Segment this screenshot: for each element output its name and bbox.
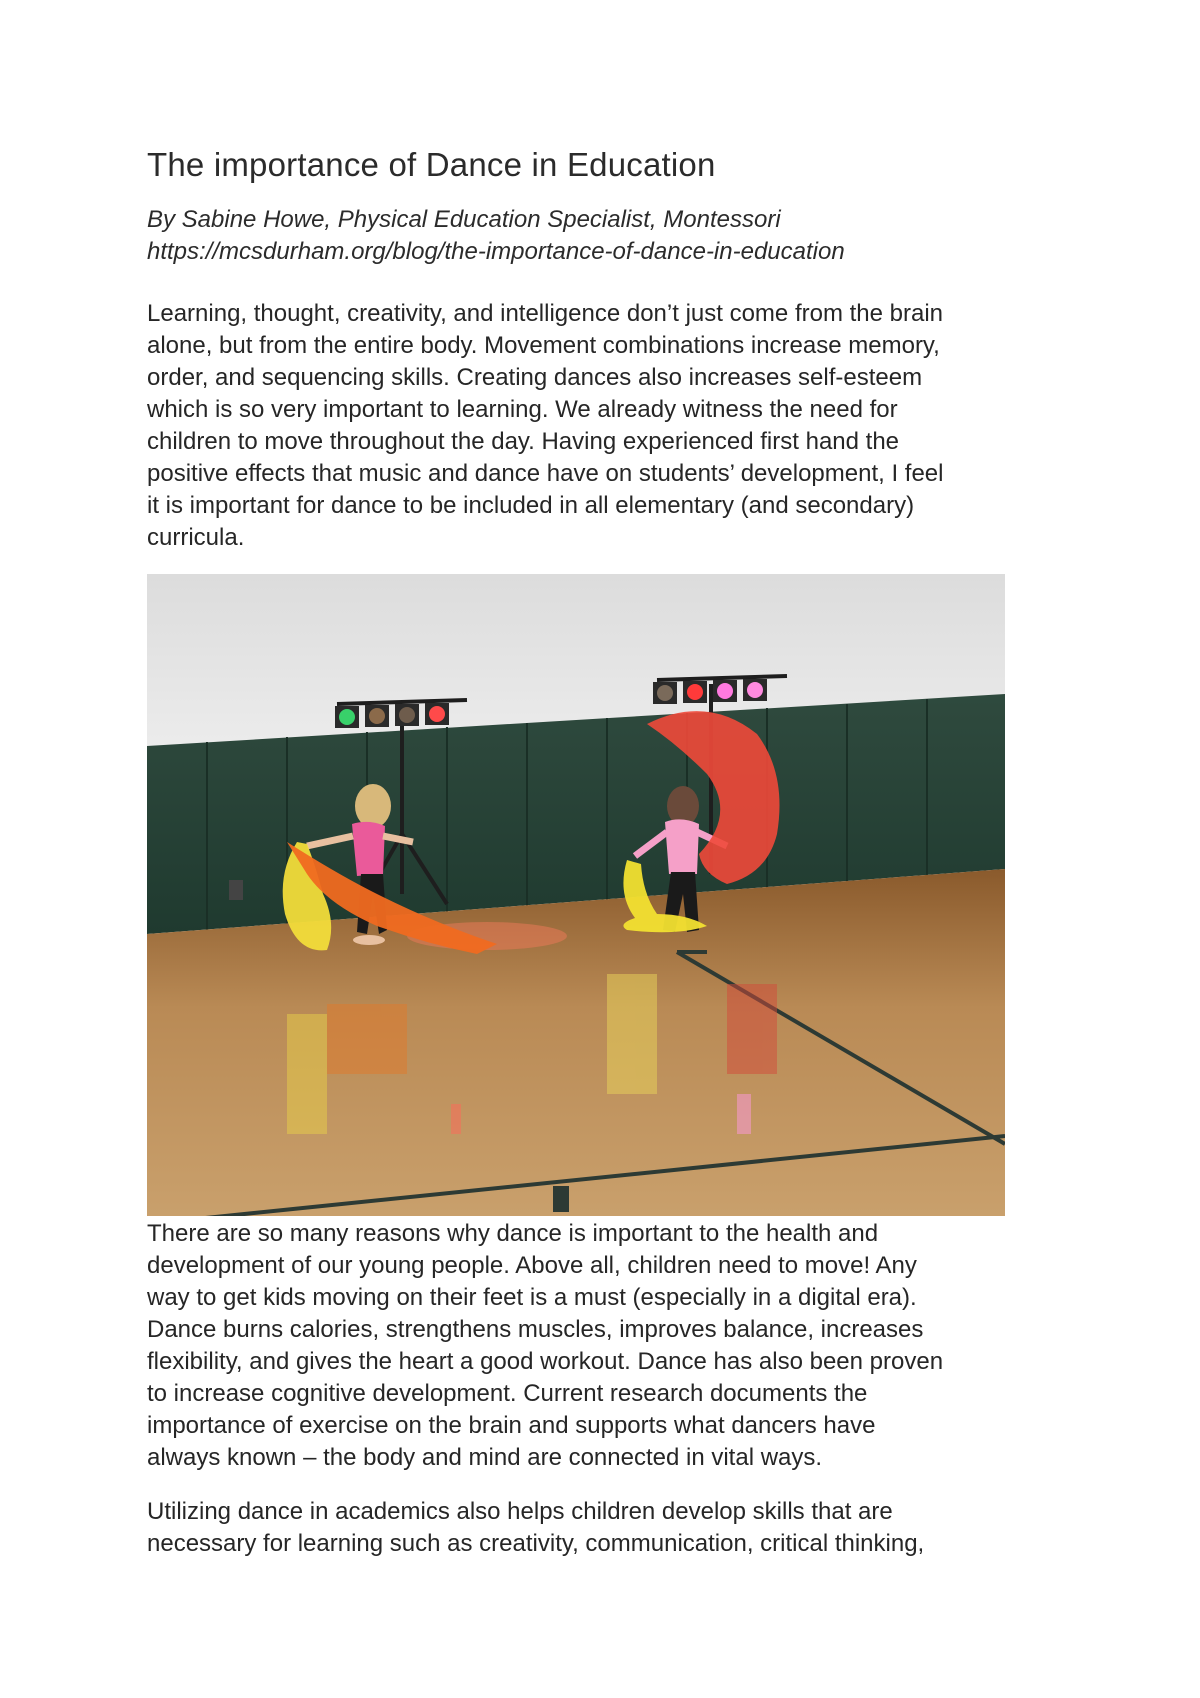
- byline: [147, 204, 845, 268]
- dance-photo: [147, 574, 1005, 1216]
- paragraph-line: importance of exercise on the brain and supports what dancers have: [147, 1412, 876, 1439]
- paragraph-line: Utilizing dance in academics also helps children develop skills that are: [147, 1498, 893, 1525]
- paragraph-line: positive effects that music and dance have on students’ development, I feel: [147, 460, 944, 487]
- byline-author: By Sabine Howe, Physical Education Specialist, Montessori: [147, 206, 781, 233]
- paragraph-line: which is so very important to learning. We already witness the need for: [147, 396, 898, 423]
- paragraph-reasons: [147, 1218, 1057, 1474]
- paragraph-line: it is important for dance to be included in all elementary (and secondary): [147, 492, 915, 519]
- paragraph-line: There are so many reasons why dance is important to the health and: [147, 1220, 879, 1247]
- article-title: The importance of Dance in Education: [147, 146, 716, 183]
- paragraph-line: Learning, thought, creativity, and intelligence don’t just come from the brain: [147, 300, 944, 327]
- paragraph-line: order, and sequencing skills. Creating dances also increases self-esteem: [147, 364, 923, 391]
- paragraph-line: way to get kids moving on their feet is a must (especially in a digital era).: [147, 1284, 917, 1311]
- paragraph-line: necessary for learning such as creativity, communication, critical thinking,: [147, 1530, 925, 1557]
- paragraph-line: alone, but from the entire body. Movement combinations increase memory,: [147, 332, 940, 359]
- paragraph-line: Dance burns calories, strengthens muscles, improves balance, increases: [147, 1316, 924, 1343]
- byline-url: https://mcsdurham.org/blog/the-importance-of-dance-in-education: [147, 238, 845, 265]
- paragraph-line: children to move throughout the day. Having experienced first hand the: [147, 428, 900, 455]
- paragraph-academics: [147, 1496, 1057, 1560]
- paragraph-line: to increase cognitive development. Current research documents the: [147, 1380, 868, 1407]
- paragraph-line: curricula.: [147, 524, 245, 551]
- paragraph-line: always known – the body and mind are connected in vital ways.: [147, 1444, 823, 1471]
- paragraph-line: flexibility, and gives the heart a good workout. Dance has also been proven: [147, 1348, 944, 1375]
- paragraph-intro: [147, 298, 1057, 554]
- paragraph-line: development of our young people. Above all, children need to move! Any: [147, 1252, 917, 1279]
